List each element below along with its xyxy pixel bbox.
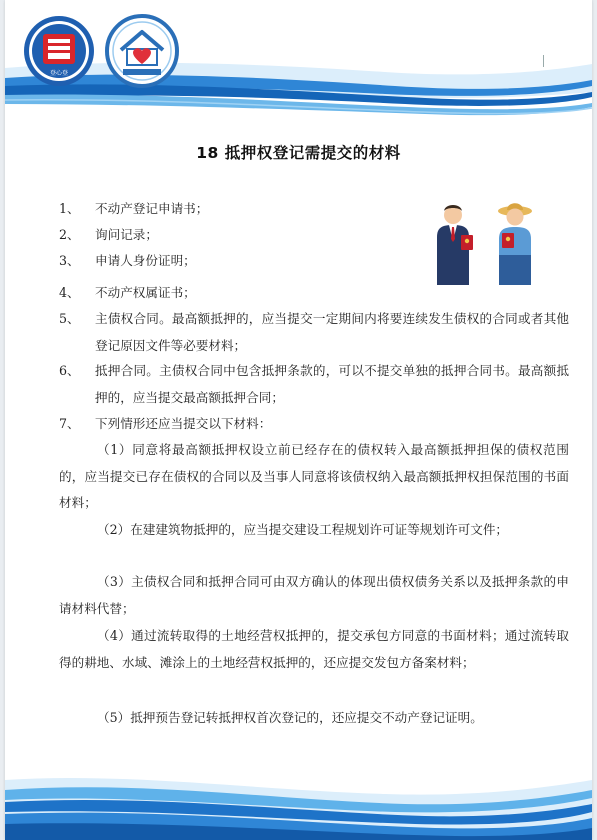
- list-item-number: 4、: [59, 285, 80, 300]
- document-page: [5, 0, 592, 840]
- list-item-number: 1、: [59, 201, 80, 216]
- list-item-2: [59, 222, 569, 249]
- footer-wave-decoration: [5, 750, 592, 840]
- sub-item-2: （2）在建建筑物抵押的，应当提交建设工程规划许可证等规划许可文件；: [97, 522, 509, 537]
- list-item-number: 7、: [59, 416, 80, 431]
- list-item-6: [59, 358, 569, 411]
- list-item-number: 3、: [59, 253, 80, 268]
- list-item-number: 6、: [59, 363, 80, 378]
- home-heart-logo: [105, 14, 179, 88]
- list-item-text: 不动产登记申请书；: [95, 201, 209, 216]
- list-item-5: [59, 306, 569, 359]
- list-item-text: 不动产权属证书；: [95, 285, 196, 300]
- list-item-4: [59, 280, 569, 307]
- list-item-1: [59, 196, 569, 223]
- list-item-text: 主债权合同。最高额抵押的，应当提交一定期间内将要连续发生债权的合同或者其他登记原因文件等必要材料；: [95, 311, 569, 353]
- list-item-text: 抵押合同。主债权合同中包含抵押条款的，可以不提交单独的抵押合同书。最高额抵押的，应当提交最高额抵押合同；: [95, 363, 569, 405]
- list-item-number: 5、: [59, 311, 80, 326]
- list-item-text: 申请人身份证明；: [95, 253, 196, 268]
- property-registration-logo: [22, 14, 96, 88]
- document-title: 18 抵押权登记需提交的材料: [196, 144, 401, 162]
- list-item-3: [59, 248, 569, 275]
- list-item-text: 下列情形还应当提交以下材料：: [95, 416, 272, 431]
- sub-item-1: （1）同意将最高额抵押权设立前已经存在的债权转入最高额抵押担保的债权范围的，应当提交已存在债权的合同以及当事人同意将该债权纳入最高额抵押权担保范围的书面材料；: [59, 442, 569, 510]
- sub-item-4: （4）通过流转取得的土地经营权抵押的，提交承包方同意的书面材料；通过流转取得的耕地、水域、滩涂上的土地经营权抵押的，还应提交发包方备案材料；: [59, 628, 569, 670]
- logo-caption: 登心登: [49, 70, 69, 77]
- list-item-7: [59, 411, 569, 438]
- corner-mark: [543, 55, 544, 67]
- sub-item-5: （5）抵押预告登记转抵押权首次登记的，还应提交不动产登记证明。: [97, 710, 483, 725]
- list-item-text: 询问记录；: [95, 227, 158, 242]
- list-item-number: 2、: [59, 227, 80, 242]
- sub-item-3: （3）主债权合同和抵押合同可由双方确认的体现出债权债务关系以及抵押条款的申请材料代替；: [59, 574, 569, 616]
